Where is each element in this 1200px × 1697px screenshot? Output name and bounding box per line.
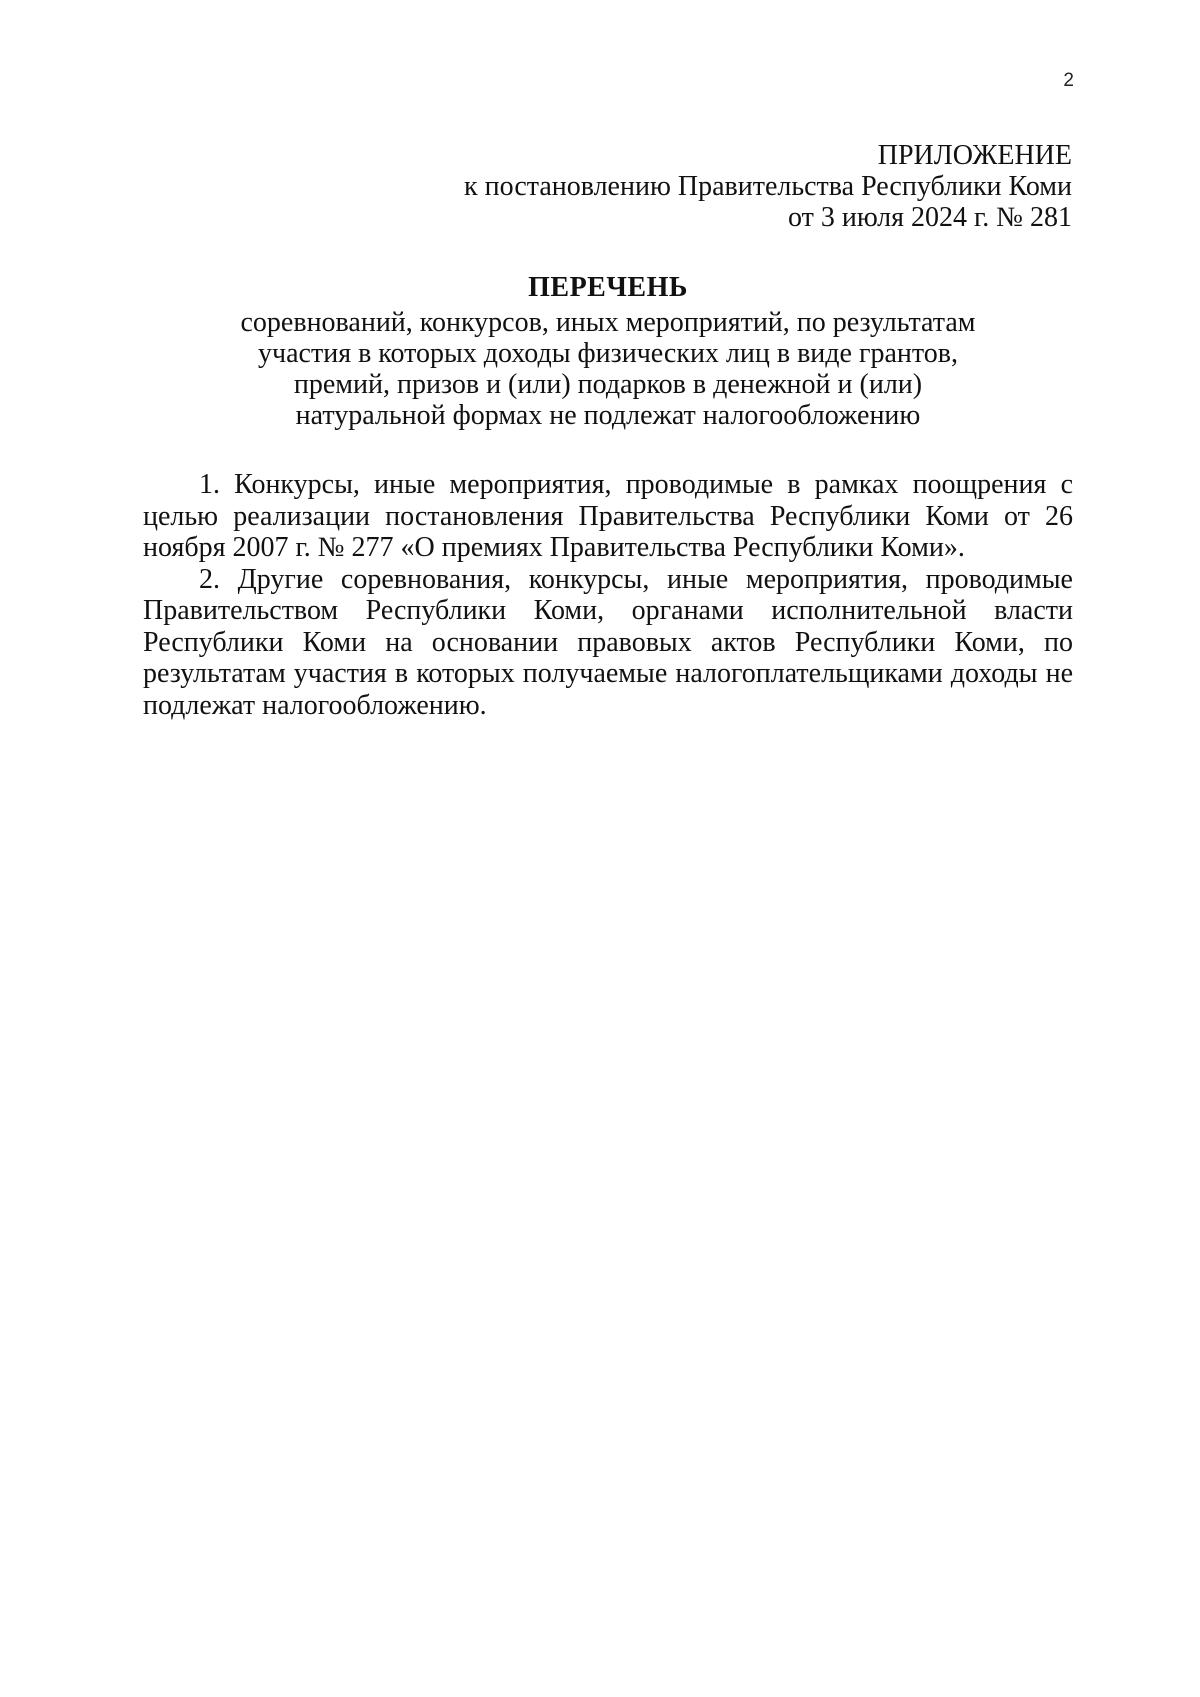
appendix-label: ПРИЛОЖЕНИЕ — [877, 140, 1072, 171]
list-item: 2. Другие соревнования, конкурсы, иные мероприятия, проводимые Правительством Республики Коми, органами исполнительной власти Республики Коми на основании правовых актов Республики Коми, по результатам участия в которых получаемые налогоплательщиками доходы не подлежат налогообложению. — [143, 563, 1073, 721]
subtitle-line: премий, призов и (или) подарков в денежной и (или) — [293, 369, 923, 400]
document-title: ПЕРЕЧЕНЬ — [528, 272, 688, 303]
subtitle-line: участия в которых доходы физических лиц в виде грантов, — [258, 338, 958, 369]
document-body — [143, 469, 1073, 721]
appendix-date-number: от 3 июля 2024 г. № 281 — [788, 202, 1072, 233]
subtitle-line: соревнований, конкурсов, иных мероприятий, по результатам — [240, 307, 976, 338]
subtitle-line: натуральной формах не подлежат налогообложению — [295, 400, 921, 431]
appendix-header — [272, 140, 1072, 233]
page-number: 2 — [1063, 70, 1074, 91]
appendix-resolution-ref: к постановлению Правительства Республики Коми — [464, 171, 1072, 202]
document-subtitle — [143, 307, 1073, 431]
document-heading — [143, 271, 1073, 431]
list-item: 1. Конкурсы, иные мероприятия, проводимые в рамках поощрения с целью реализации постановления Правительства Республики Коми от 26 ноября 2007 г. № 277 «О премиях Правительства Республики Коми». — [143, 469, 1073, 563]
